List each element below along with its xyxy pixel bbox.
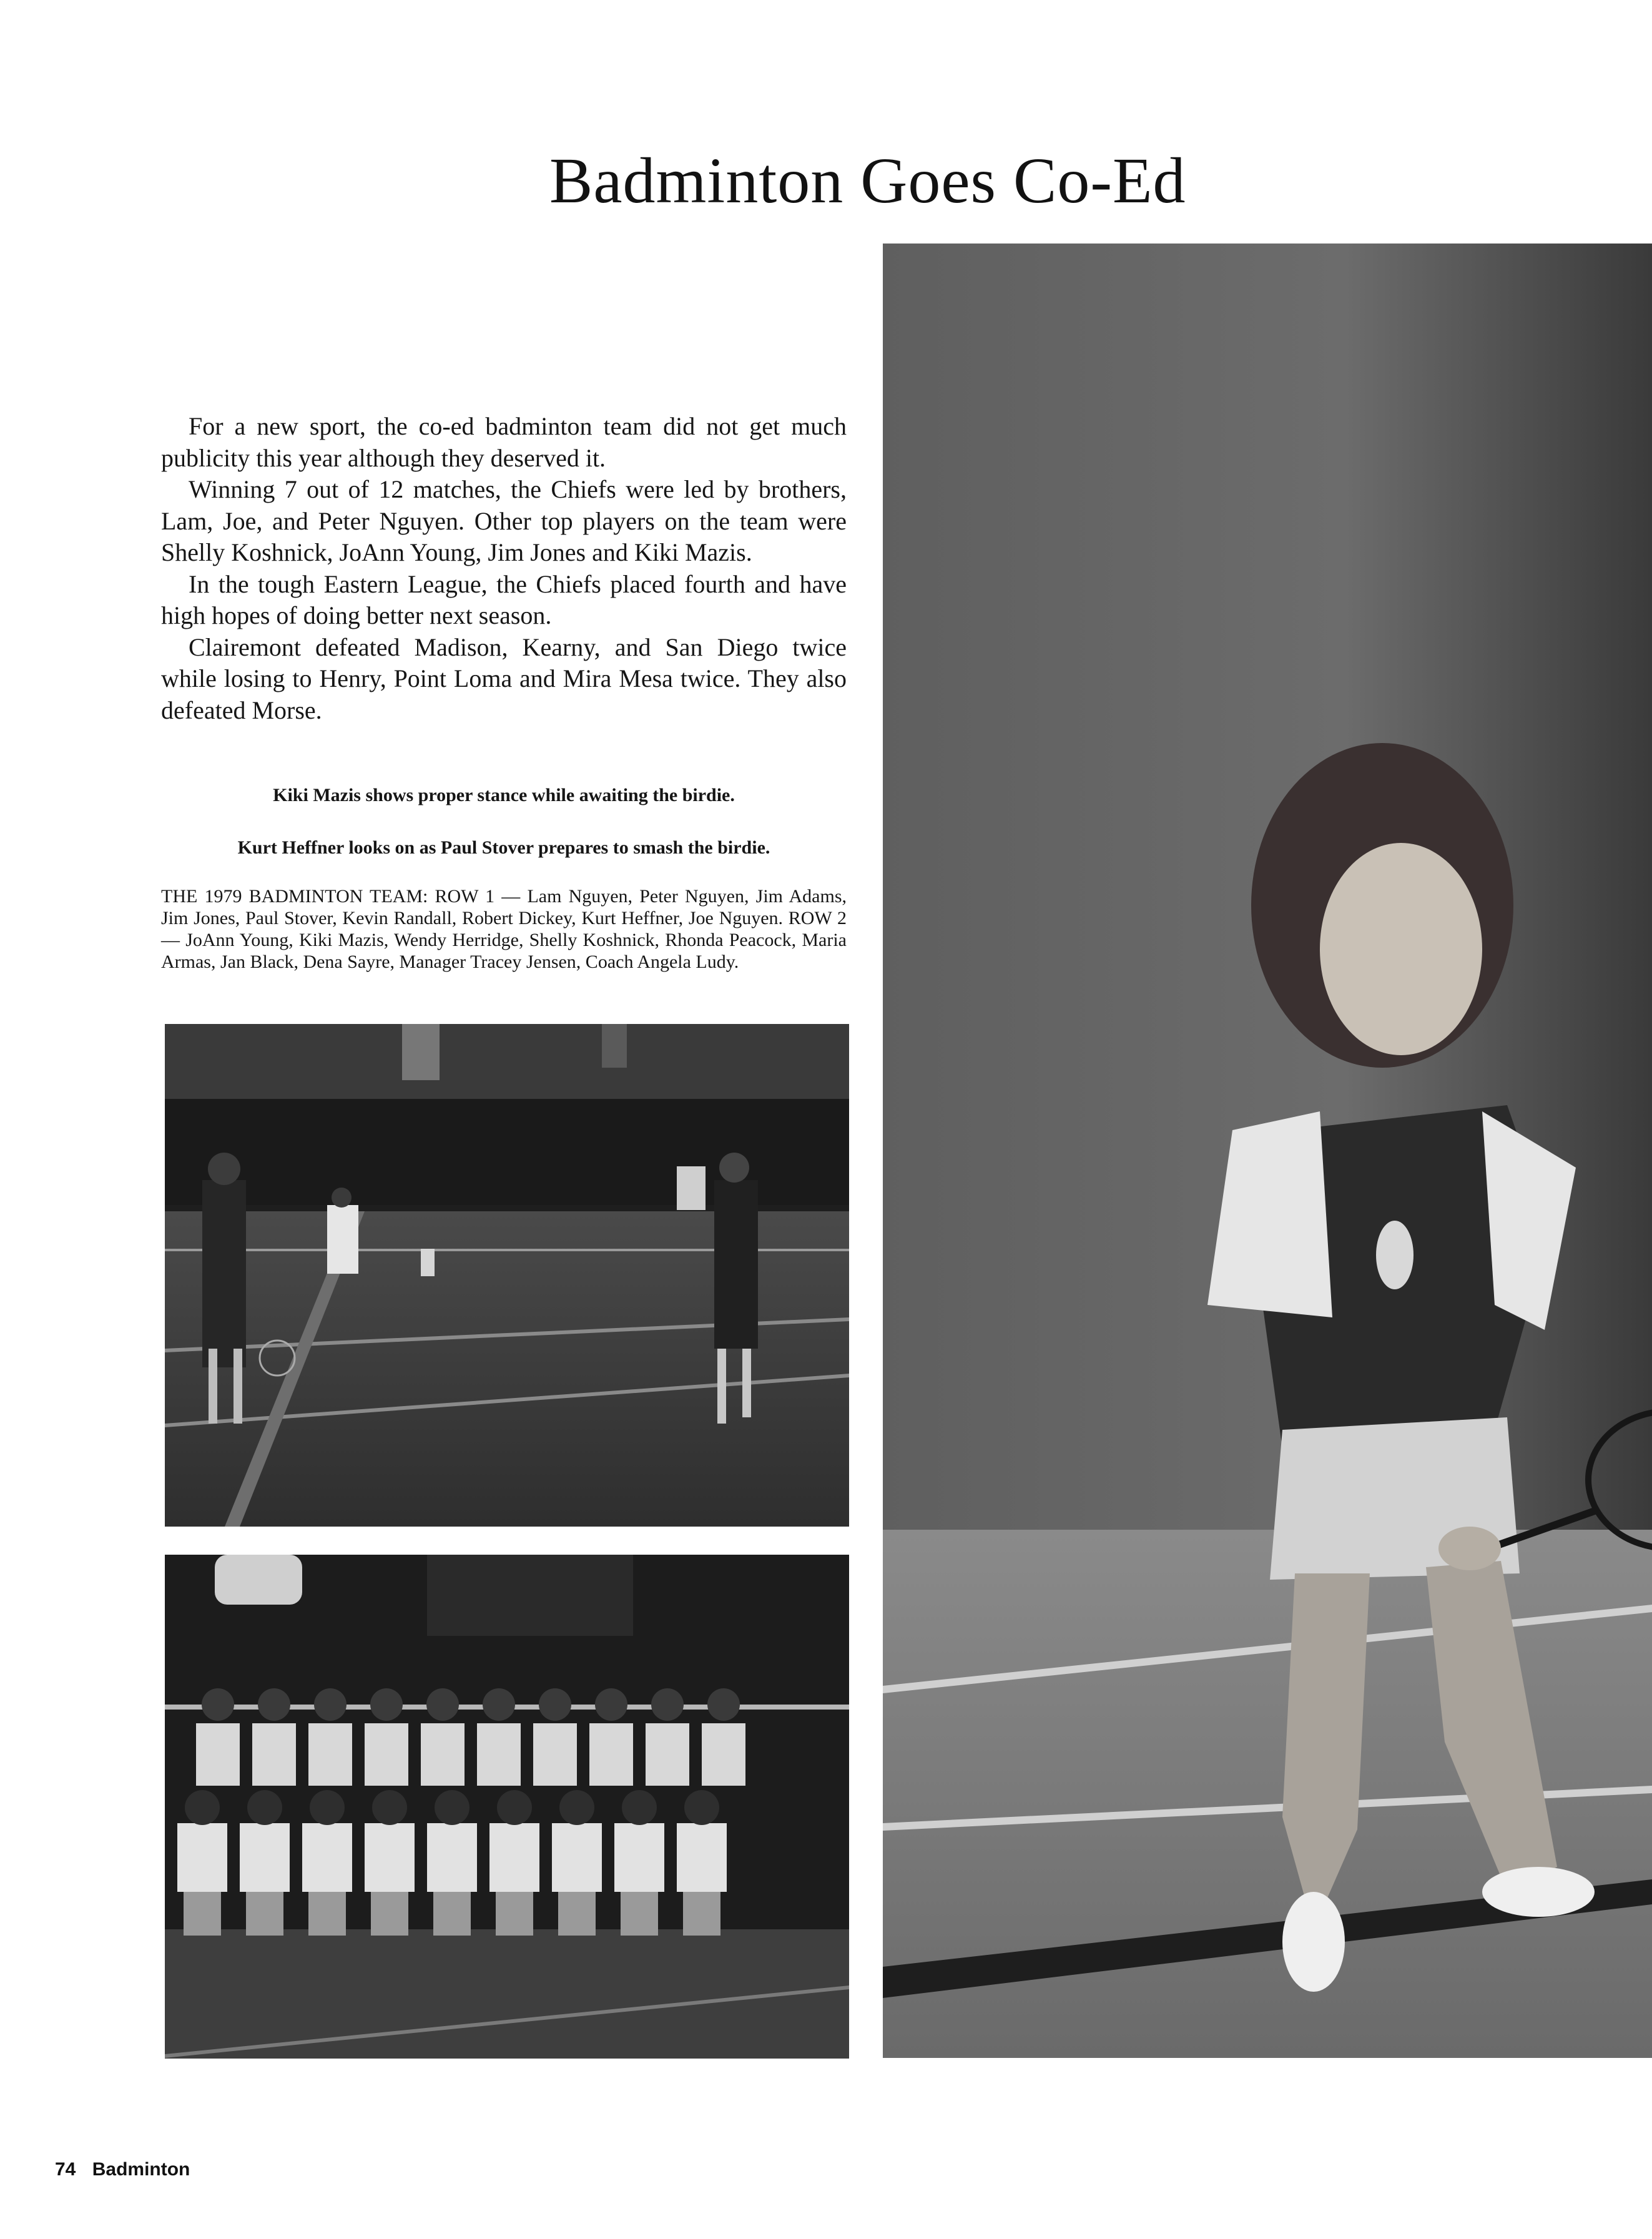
caption-kurt-heffner: Kurt Heffner looks on as Paul Stover prepares to smash the birdie. (237, 837, 770, 858)
story-paragraph: In the tough Eastern League, the Chiefs placed fourth and have high hopes of doing better next season. (161, 569, 847, 629)
team-group-photo (165, 1555, 849, 2059)
caption-team-roster: THE 1979 BADMINTON TEAM: ROW 1 — Lam Nguyen, Peter Nguyen, Jim Adams, Jim Jones, Paul Stover, Kevin Randall, Robert Dickey, Kurt Heffner, Joe Nguyen. ROW 2 — JoAnn Young, Kiki Mazis, Wendy Herridge, Shelly Koshnick, Rhonda Peacock, Maria Armas, Jan Black, Dena Sayre, Manager Tracey Jensen, Coach Angela Ludy. (161, 886, 847, 972)
caption-kiki-mazis: Kiki Mazis shows proper stance while awaiting the birdie. (273, 785, 735, 805)
player-portrait-photo (883, 244, 1652, 2058)
page-number: 74 (55, 2159, 76, 2180)
story-paragraph: For a new sport, the co-ed badminton team did not get much publicity this year although they deserved it. (161, 412, 847, 472)
story-paragraph: Winning 7 out of 12 matches, the Chiefs were led by brothers, Lam, Joe, and Peter Nguyen. Other top players on the team were Shelly Koshnick, JoAnn Young, Jim Jones and Kiki Mazis. (161, 475, 847, 566)
story-body (161, 411, 847, 726)
captions-block (161, 783, 847, 973)
page-footer (55, 2158, 190, 2182)
page-title: Badminton Goes Co-Ed (549, 145, 1186, 217)
story-paragraph: Clairemont defeated Madison, Kearny, and San Diego twice while losing to Henry, Point Loma and Mira Mesa twice. They also defeated Morse. (161, 632, 847, 724)
section-name: Badminton (92, 2159, 190, 2180)
game-action-photo (165, 1024, 849, 1527)
